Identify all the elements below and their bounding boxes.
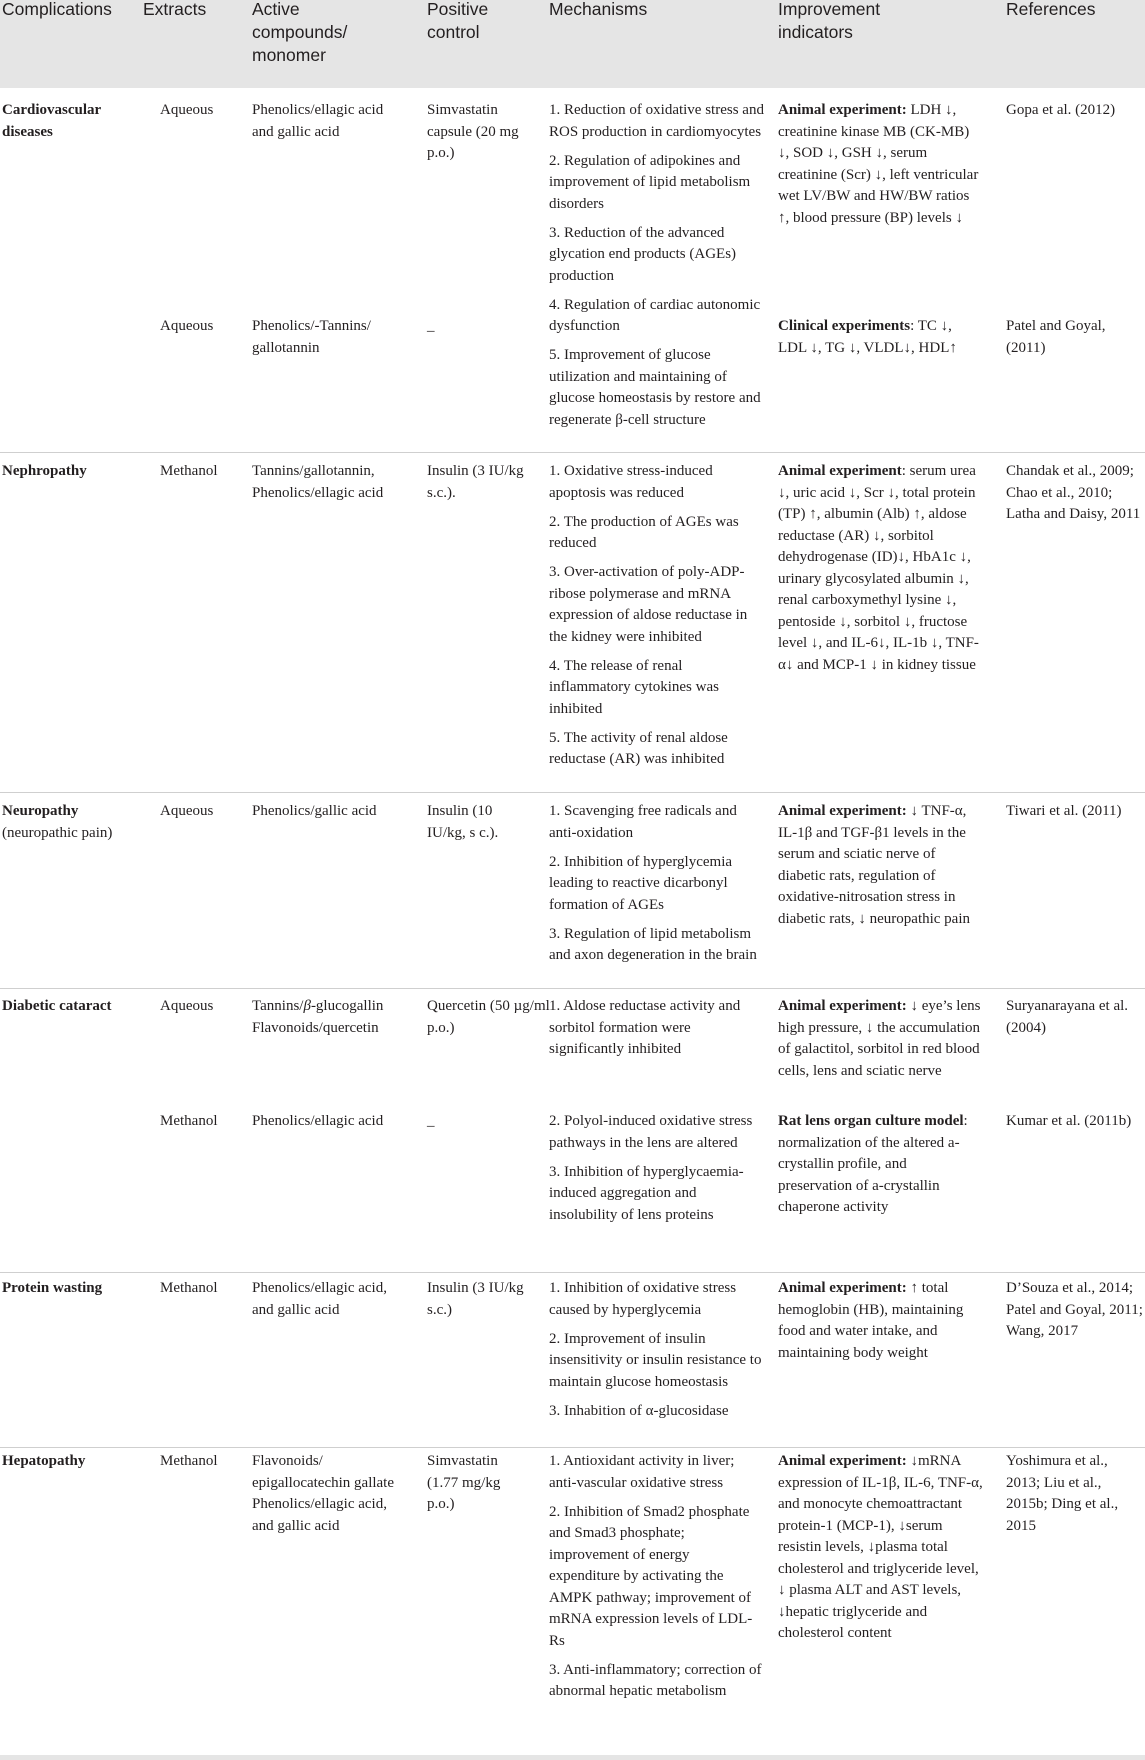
- mechanism-item: 2. Regulation of adipokines and improvement of lipid metabolism disorders: [549, 152, 751, 212]
- mechanisms-list: [549, 1278, 764, 1430]
- mechanisms-list: [549, 461, 764, 778]
- improvement-indicators: [778, 461, 983, 676]
- mechanism-item: 3. Regulation of lipid metabolism and axon degeneration in the brain: [549, 925, 757, 963]
- complication-hepatopathy: Hepatopathy: [2, 1453, 86, 1469]
- beta-symbol: β: [303, 998, 311, 1014]
- header-references: References: [1006, 0, 1096, 19]
- active-compounds: Phenolics/ellagic acid, and gallic acid: [252, 1280, 387, 1318]
- positive-control: _: [427, 318, 435, 334]
- mechanism-item: 1. Oxidative stress-induced apoptosis was reduced: [549, 463, 713, 501]
- header-active-compounds: Active compounds/ monomer: [252, 0, 348, 65]
- complication-subtitle: (neuropathic pain): [2, 824, 113, 841]
- reference: D’Souza et al., 2014; Patel and Goyal, 2011; Wang, 2017: [1006, 1280, 1143, 1339]
- compound-part: Tannins/: [252, 998, 304, 1014]
- row-divider: [0, 988, 1145, 989]
- improvement-indicators: [778, 996, 983, 1082]
- extract: Methanol: [160, 1280, 218, 1296]
- indicator-text: ↑ total hemoglobin (HB), maintaining food and water intake, and maintaining body weight: [778, 1280, 964, 1361]
- positive-control: Quercetin (50 µg/ml p.o.): [427, 998, 550, 1036]
- positive-control: Insulin (3 IU/kg s.c.): [427, 1280, 524, 1318]
- indicator-text: ↓ TNF-α, IL-1β and TGF-β1 levels in the serum and sciatic nerve of diabetic rats, regulation of oxidative-nitrosation stress in diabetic rats, ↓ neuropathic pain: [778, 803, 971, 927]
- active-compounds: [252, 996, 412, 1039]
- extract: Methanol: [160, 1113, 218, 1129]
- mechanism-item: 3. Over-activation of poly-ADP-ribose polymerase and mRNA expression of aldose reductase in the kidney were inhibited: [549, 564, 748, 645]
- mechanism-item: 4. Regulation of cardiac autonomic dysfunction: [549, 296, 761, 334]
- mechanism-item: 2. Inhibition of Smad2 phosphate and Smad3 phosphate; improvement of energy expenditure by activating the AMPK pathway; improvement of mRNA expression levels of LDL-Rs: [549, 1503, 753, 1649]
- mechanism-item: 3. Anti-inflammatory; correction of abnormal hepatic metabolism: [549, 1661, 762, 1699]
- positive-control: Simvastatin (1.77 mg/kg p.o.): [427, 1453, 501, 1512]
- indicator-label: Animal experiment:: [778, 1280, 907, 1296]
- table-header: [0, 0, 1145, 88]
- mechanism-item: 3. Inhibition of hyperglycaemia-induced aggregation and insolubility of lens proteins: [549, 1163, 744, 1223]
- complication-diabetic-cataract: Diabetic cataract: [2, 998, 112, 1014]
- header-mechanisms: Mechanisms: [549, 0, 648, 19]
- header-improvement-indicators: Improvement indicators: [778, 0, 881, 42]
- header-positive-control: Positive control: [427, 0, 489, 42]
- indicator-label: Animal experiment:: [778, 998, 907, 1014]
- mechanism-item: 1. Aldose reductase activity and sorbitol formation were significantly inhibited: [549, 998, 741, 1057]
- mechanisms-list: [549, 100, 764, 439]
- indicator-text: : TC ↓, LDL ↓, TG ↓, VLDL↓, HDL↑: [778, 318, 957, 356]
- indicator-text: LDH ↓, creatinine kinase MB (CK-MB) ↓, SOD ↓, GSH ↓, serum creatinine (Scr) ↓, left ventricular wet LV/BW and HW/BW ratios ↑, blood pressure (BP) levels ↓: [778, 102, 979, 226]
- indicator-label: Animal experiment:: [778, 803, 907, 819]
- mechanism-item: 5. Improvement of glucose utilization and maintaining of glucose homeostasis by restore and regenerate β-cell structure: [549, 347, 761, 428]
- mechanism-item: 1. Scavenging free radicals and anti-oxidation: [549, 803, 737, 841]
- row-divider: [0, 1447, 1145, 1448]
- complication-neuropathy: [2, 801, 142, 844]
- extract: Aqueous: [160, 102, 214, 118]
- reference: Yoshimura et al., 2013; Liu et al., 2015b; Ding et al., 2015: [1006, 1453, 1119, 1534]
- active-compounds: Phenolics/gallic acid: [252, 803, 377, 819]
- improvement-indicators: [778, 1451, 983, 1645]
- active-compounds: Phenolics/-Tannins/ gallotannin: [252, 318, 371, 356]
- mechanism-item: 1. Inhibition of oxidative stress caused by hyperglycemia: [549, 1280, 737, 1318]
- active-compounds: Flavonoids/ epigallocatechin gallate Phenolics/ellagic acid, and gallic acid: [252, 1453, 395, 1534]
- indicator-text: : normalization of the altered a-crystallin profile, and preservation of a-crystallin chaperone activity: [778, 1113, 968, 1215]
- reference: Gopa et al. (2012): [1006, 102, 1116, 118]
- reference: Kumar et al. (2011b): [1006, 1113, 1132, 1129]
- positive-control: Insulin (3 IU/kg s.c.).: [427, 463, 524, 501]
- mechanisms-list: [549, 801, 764, 974]
- extract: Aqueous: [160, 803, 214, 819]
- mechanism-item: 3. Reduction of the advanced glycation end products (AGEs) production: [549, 224, 737, 284]
- indicator-text: ↓ eye’s lens high pressure, ↓ the accumulation of galactitol, sorbitol in red blood cells, lens and sciatic nerve: [778, 998, 981, 1079]
- mechanism-item: 1. Reduction of oxidative stress and ROS production in cardiomyocytes: [549, 102, 764, 140]
- improvement-indicators: [778, 100, 983, 229]
- mechanism-item: 5. The activity of renal aldose reductase (AR) was inhibited: [549, 729, 728, 767]
- reference: Chandak et al., 2009; Chao et al., 2010; Latha and Daisy, 2011: [1006, 463, 1141, 522]
- indicator-text: : serum urea ↓, uric acid ↓, Scr ↓, total protein (TP) ↑, albumin (Alb) ↑, aldose reductase (AR) ↓, sorbitol dehydrogenase (ID)↓, HbA1c ↓, urinary glycosylated albumin ↓, renal carboxymethyl lysine ↓, pentoside ↓, sorbitol ↓, fructose level ↓, and IL-6↓, IL-1b ↓, TNF-α↓ and MCP-1 ↓ in kidney tissue: [778, 463, 979, 673]
- mechanisms-list: [549, 1111, 764, 1234]
- reference: Tiwari et al. (2011): [1006, 803, 1122, 819]
- indicator-label: Animal experiment: [778, 463, 902, 479]
- indicator-label: Animal experiment:: [778, 1453, 907, 1469]
- mechanism-item: 3. Inhabition of α-glucosidase: [549, 1402, 729, 1419]
- mechanism-item: 1. Antioxidant activity in liver; anti-vascular oxidative stress: [549, 1453, 735, 1491]
- row-divider: [0, 792, 1145, 793]
- improvement-indicators: [778, 1278, 983, 1364]
- row-divider: [0, 1272, 1145, 1273]
- row-divider: [0, 452, 1145, 453]
- positive-control: Insulin (10 IU/kg, s c.).: [427, 803, 499, 841]
- indicator-label: Animal experiment:: [778, 102, 907, 118]
- mechanisms-list: [549, 1451, 764, 1710]
- mechanism-item: 2. The production of AGEs was reduced: [549, 513, 739, 551]
- complication-nephropathy: Nephropathy: [2, 463, 87, 479]
- complication-name: Neuropathy: [2, 803, 79, 819]
- reference: Patel and Goyal, (2011): [1006, 318, 1106, 356]
- mechanism-item: 2. Polyol-induced oxidative stress pathways in the lens are altered: [549, 1113, 753, 1151]
- compound-part: -glucogallin Flavonoids/quercetin: [252, 998, 384, 1036]
- mechanism-item: 2. Inhibition of hyperglycemia leading to reactive dicarbonyl formation of AGEs: [549, 853, 733, 913]
- mechanism-item: 2. Improvement of insulin insensitivity or insulin resistance to maintain glucose homeostasis: [549, 1330, 762, 1390]
- mechanisms-list: [549, 996, 764, 1068]
- indicator-text: ↓mRNA expression of IL-1β, IL-6, TNF-α, and monocyte chemoattractant protein-1 (MCP-1), ↓serum resistin levels, ↓plasma total cholesterol and triglyceride level, ↓ plasma ALT and AST levels, ↓hepatic triglyceride and cholesterol content: [778, 1453, 983, 1641]
- mechanism-item: 4. The release of renal inflammatory cytokines was inhibited: [549, 657, 719, 717]
- indicator-label: Clinical experiments: [778, 318, 911, 334]
- active-compounds: Tannins/gallotannin, Phenolics/ellagic acid: [252, 463, 384, 501]
- improvement-indicators: [778, 801, 983, 930]
- header-complications: Complications: [2, 0, 112, 19]
- extract: Methanol: [160, 1453, 218, 1469]
- indicator-label: Rat lens organ culture model: [778, 1113, 964, 1129]
- positive-control: _: [427, 1113, 435, 1129]
- improvement-indicators: [778, 316, 983, 359]
- complication-cardiovascular: Cardiovascular diseases: [2, 102, 101, 140]
- complication-protein-wasting: Protein wasting: [2, 1280, 103, 1296]
- extract: Aqueous: [160, 998, 214, 1014]
- extract: Methanol: [160, 463, 218, 479]
- active-compounds: Phenolics/ellagic acid: [252, 1113, 384, 1129]
- improvement-indicators: [778, 1111, 983, 1219]
- table-bottom-border: [0, 1755, 1145, 1760]
- extract: Aqueous: [160, 318, 214, 334]
- reference: Suryanarayana et al. (2004): [1006, 998, 1129, 1036]
- positive-control: Simvastatin capsule (20 mg p.o.): [427, 102, 519, 161]
- active-compounds: Phenolics/ellagic acid and gallic acid: [252, 102, 384, 140]
- header-extracts: Extracts: [143, 0, 207, 19]
